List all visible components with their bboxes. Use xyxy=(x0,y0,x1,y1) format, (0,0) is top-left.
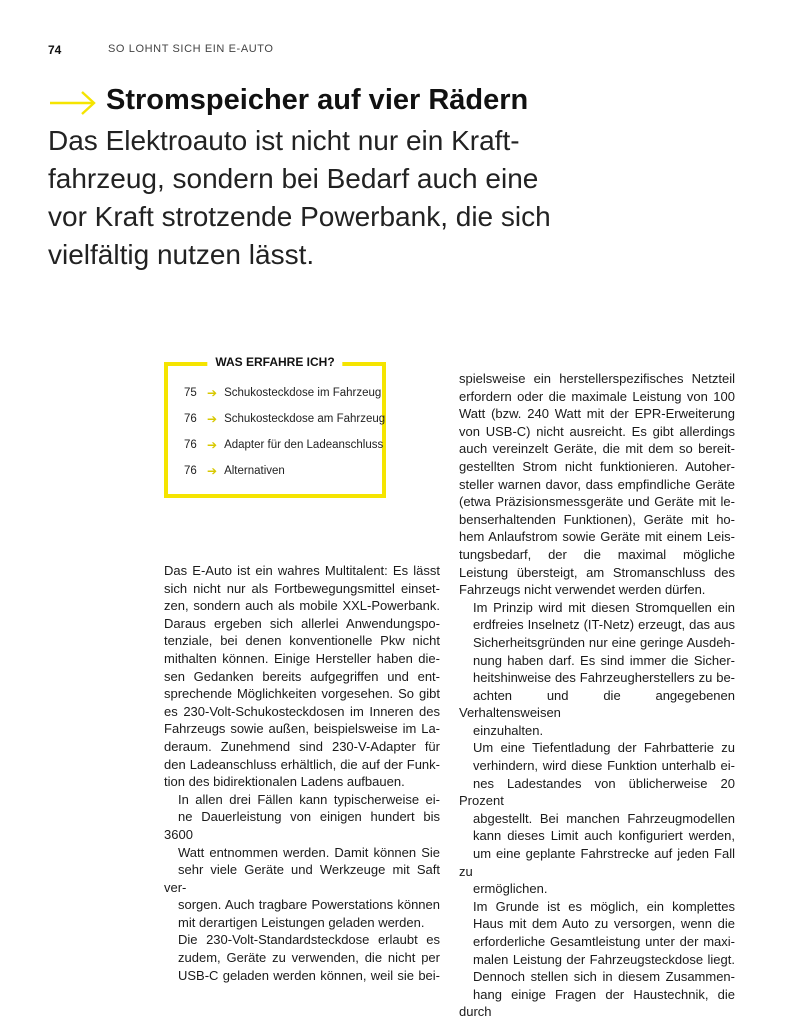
toc-item[interactable] xyxy=(184,432,385,458)
page-title: Stromspeicher auf vier Rädern xyxy=(106,84,529,116)
body-paragraph xyxy=(164,931,440,984)
text-line: auch vereinzelt Geräte, die mit dem so bereit- xyxy=(459,441,735,457)
toc-item-label: Adapter für den Ladeanschluss xyxy=(224,439,384,451)
text-line: tenziale, bei denen konventionelle Pkw nicht xyxy=(164,633,440,649)
text-line: hang einige Fragen der Haustechnik, die durch xyxy=(459,986,735,1020)
text-line: Im Grunde ist es möglich, ein komplettes xyxy=(473,898,735,914)
toc-page-number: 76 xyxy=(184,413,197,425)
text-line: benserhaltenden Funktionen), Geräte mit ho- xyxy=(459,511,735,527)
text-line: Dennoch stellen sich in diesem Zusammen- xyxy=(473,969,735,985)
text-line: sorgen. Auch tragbare Powerstations können xyxy=(178,897,440,913)
text-line: Fahrzeugs sowie außen, beispielsweise im La- xyxy=(164,721,440,737)
toc-item-label: Alternativen xyxy=(224,465,285,477)
subtitle xyxy=(48,122,688,274)
text-line: zen, sondern auch als mobile XXL-Powerbank. xyxy=(164,598,440,614)
arrow-right-icon xyxy=(48,90,98,116)
toc-page-number: 75 xyxy=(184,387,197,399)
subtitle-line: Das Elektroauto ist nicht nur ein Kraft- xyxy=(48,125,520,156)
text-line: heitshinweise des Fahrzeugherstellers zu be- xyxy=(473,670,735,686)
text-line: spielsweise ein herstellerspezifisches Netzteil xyxy=(459,371,735,386)
arrow-right-icon: ➔ xyxy=(207,464,218,478)
text-line: hem Anlaufstrom sowie Geräte mit einem Leis- xyxy=(459,529,735,545)
body-paragraph xyxy=(164,791,440,932)
body-paragraph xyxy=(164,562,440,791)
text-line: kann dieses Limit auch konfiguriert werden, xyxy=(473,828,735,844)
body-paragraph xyxy=(459,898,735,1021)
text-line: tungsbedarf, der die maximal mögliche xyxy=(459,546,735,562)
text-line: sprechende Möglichkeiten vorgesehen. So gibt xyxy=(164,686,440,702)
text-line: mithalten können. Einige Hersteller haben die- xyxy=(164,650,440,666)
toc-list xyxy=(184,380,385,484)
text-line: um eine geplante Fahrstrecke auf jeden Fall zu xyxy=(459,846,735,879)
text-line: sehr viele Geräte und Werkzeuge mit Saft ver- xyxy=(164,862,440,895)
text-line: nung haben darf. Es sind immer die Sicher- xyxy=(473,652,735,668)
text-line: Um eine Tiefentladung der Fahrbatterie zu xyxy=(473,740,735,756)
text-line: sen Gedanken bereits aufgegriffen und ent- xyxy=(164,668,440,684)
page-header xyxy=(48,43,274,57)
text-line: Haus mit dem Auto zu versorgen, wenn die xyxy=(473,916,735,932)
text-line: zudem, Geräte zu verwenden, die nicht per xyxy=(178,950,440,966)
text-line: Watt entnommen werden. Damit können Sie xyxy=(178,844,440,860)
text-line: gestellten Strom nicht funktionieren. Autoher- xyxy=(459,458,735,474)
text-line: sich nicht nur als Fortbewegungsmittel einset- xyxy=(164,580,440,596)
text-line: ne Dauerleistung von einigen hundert bis 3600 xyxy=(164,809,440,842)
text-line: erdfreies Inselnetz (IT-Netz) erzeugt, das aus xyxy=(473,617,735,633)
toc-page-number: 76 xyxy=(184,465,197,477)
text-line: In allen drei Fällen kann typischerweise ei- xyxy=(178,791,440,807)
text-line: Fahrzeugs nicht verwendet werden dürfen. xyxy=(459,582,706,598)
text-line: Im Prinzip wird mit diesen Stromquellen ein xyxy=(473,599,735,615)
text-line: achten und die angegebenen Verhaltensweisen xyxy=(459,687,735,721)
text-line: Sicherheitsgründen nur eine geringe Ausdeh- xyxy=(473,634,735,650)
body-paragraph xyxy=(459,599,735,740)
toc-heading: WAS ERFAHRE ICH? xyxy=(207,355,342,369)
text-line: den Ladeanschluss erhältlich, die auf der Funk- xyxy=(164,756,440,772)
subtitle-line: vielfältig nutzen lässt. xyxy=(48,239,315,270)
text-line: erfordern oder die maximale Leistung von 100 xyxy=(459,388,735,404)
running-title: SO LOHNT SICH EIN E-AUTO xyxy=(108,43,274,55)
toc-item[interactable] xyxy=(184,380,385,406)
text-line: einzuhalten. xyxy=(473,722,544,738)
text-line: verhindern, wird diese Funktion unterhalb ei- xyxy=(473,758,735,774)
text-line: ermöglichen. xyxy=(473,881,548,897)
text-line: von USB-C) nicht ausreicht. Es gibt allerdings xyxy=(459,423,735,439)
text-line: Watt (bzw. 240 Watt mit der EPR-Erweiterung xyxy=(459,406,735,422)
toc-box xyxy=(164,355,386,498)
text-line: nes Ladestandes von üblicherweise 20 Prozent xyxy=(459,775,735,809)
text-line: (etwa Präzisionsmessgeräte und Geräte mit le- xyxy=(459,494,735,510)
text-line: tion des bidirektionalen Ladens aufbauen. xyxy=(164,774,405,790)
text-line: es 230-Volt-Schukosteckdosen im Inneren des xyxy=(164,703,440,719)
text-line: abgestellt. Bei manchen Fahrzeugmodellen xyxy=(473,810,735,826)
text-line: Das E-Auto ist ein wahres Multitalent: Es lässt xyxy=(164,563,440,578)
arrow-right-icon: ➔ xyxy=(207,386,218,400)
text-line: deraum. Zunehmend sind 230-V-Adapter für xyxy=(164,738,440,754)
subtitle-line: fahrzeug, sondern bei Bedarf auch eine xyxy=(48,163,539,194)
toc-item[interactable] xyxy=(184,406,385,432)
text-line: Leistung übersteigt, am Stromanschluss des xyxy=(459,564,735,580)
text-line: Die 230-Volt-Standardsteckdose erlaubt es xyxy=(178,932,440,948)
text-line: malen Leistung der Fahrzeugsteckdose liegt. xyxy=(473,951,735,967)
toc-page-number: 76 xyxy=(184,439,197,451)
subtitle-line: vor Kraft strotzende Powerbank, die sich xyxy=(48,201,551,232)
toc-item-label: Schukosteckdose am Fahrzeug xyxy=(224,413,386,425)
text-line: steller warnen davor, dass empfindliche Geräte xyxy=(459,476,735,492)
body-paragraph xyxy=(459,370,735,599)
text-line: Daraus ergeben sich allerlei Anwendungspo- xyxy=(164,615,440,631)
text-line: erforderliche Gesamtleistung unter der maxi- xyxy=(473,934,735,949)
toc-item[interactable] xyxy=(184,458,385,484)
arrow-right-icon: ➔ xyxy=(207,438,218,452)
arrow-right-icon: ➔ xyxy=(207,412,218,426)
text-line: USB-C geladen werden können, weil sie bei- xyxy=(178,967,440,983)
page-number: 74 xyxy=(48,43,62,57)
toc-item-label: Schukosteckdose im Fahrzeug xyxy=(224,387,382,399)
body-column-left xyxy=(164,562,440,984)
body-column-right xyxy=(459,370,735,1021)
text-line: mit derartigen Leistungen geladen werden. xyxy=(178,914,425,930)
body-paragraph xyxy=(459,739,735,897)
